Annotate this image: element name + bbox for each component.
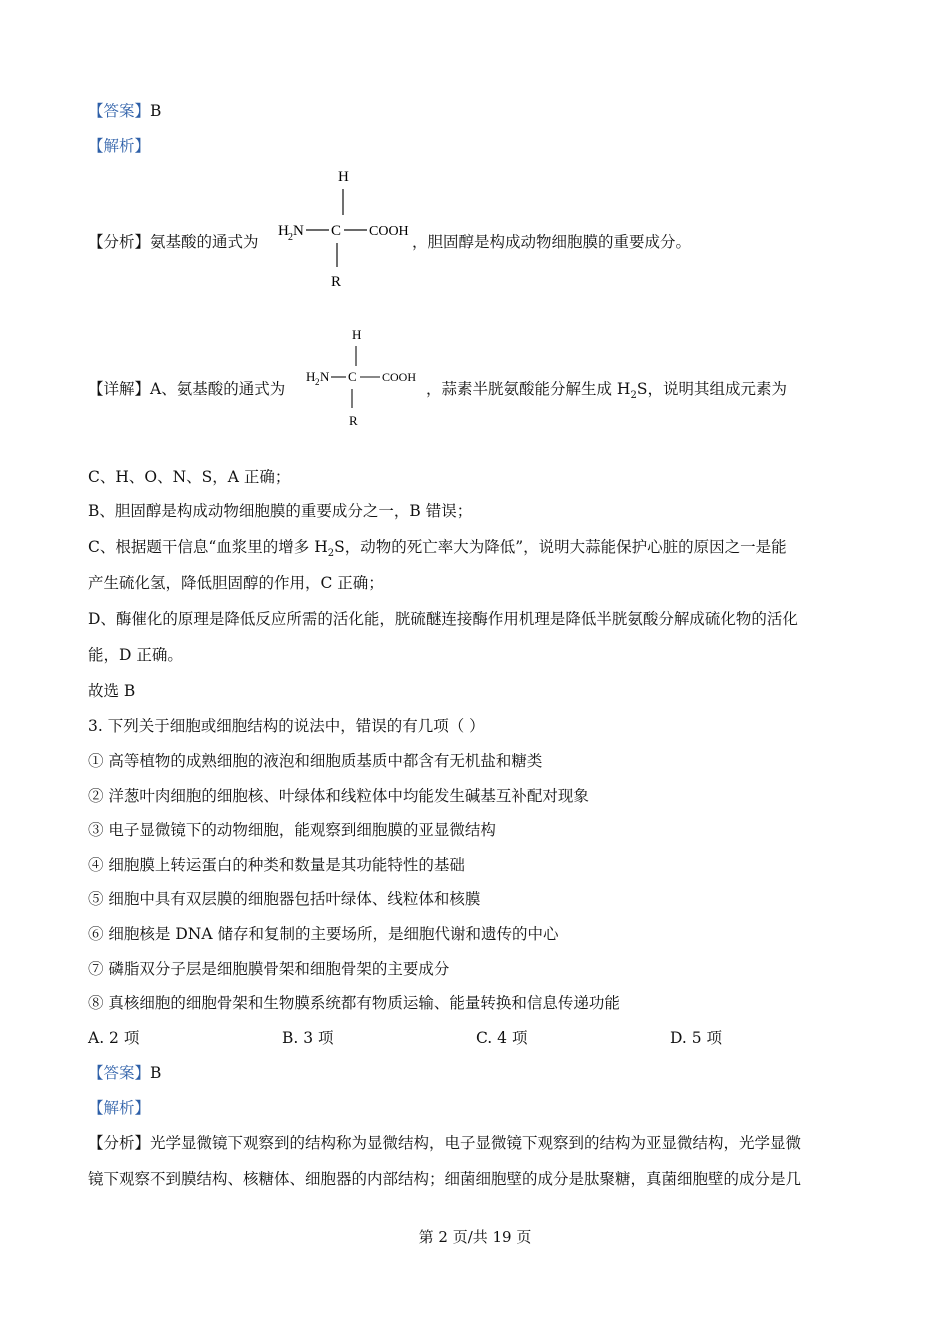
option-b: B. 3 项 (282, 1029, 334, 1047)
detail-line-b: B、胆固醇是构成动物细胞膜的重要成分之一，B 错误； (88, 502, 473, 520)
formula-left-n: N (293, 223, 304, 239)
answer-line (88, 101, 161, 121)
q3-item-2: ② 洋葱叶肉细胞的细胞核、叶绿体和线粒体中均能发生碱基互补配对现象 (88, 787, 589, 805)
h2s-subscript-2: 2 (327, 548, 335, 560)
option-d: D. 5 项 (670, 1029, 723, 1047)
h2s-subscript-1: 2 (630, 390, 637, 402)
xiangjie-text-2b: S，说明其组成元素为 (636, 380, 787, 398)
amino-acid-structure-1 (272, 165, 412, 295)
detail-line-c1a: C、根据题干信息“血浆里的增多 H (88, 538, 328, 556)
q3-item-5: ⑤ 细胞中具有双层膜的细胞器包括叶绿体、线粒体和核膜 (88, 890, 481, 908)
xiangjie-line (88, 379, 285, 399)
formula-right-cooh: COOH (369, 224, 409, 239)
q3-item-8: ⑧ 真核细胞的细胞骨架和生物膜系统都有物质运输、能量转换和信息传递功能 (88, 994, 620, 1012)
amino-acid-structure-2 (300, 322, 425, 434)
q3-answer-value: B (150, 1064, 162, 1082)
formula2-left-sub: 2 (315, 377, 320, 387)
q3-item-7: ⑦ 磷脂双分子层是细胞膜骨架和细胞骨架的主要成分 (88, 960, 450, 978)
conclusion: 故选 B (88, 682, 136, 700)
q3-answer-line (88, 1063, 161, 1083)
xiangjie-tag: 【详解】 (88, 380, 151, 398)
detail-line-c2: 产生硫化氢，降低胆固醇的作用，C 正确； (88, 574, 384, 592)
q3-analysis-tag: 【解析】 (88, 1099, 151, 1117)
formula2-bottom-r: R (349, 413, 358, 428)
q3-fenxi-text-1: 光学显微镜下观察到的结构称为显微结构，电子显微镜下观察到的结构为亚显微结构，光学显微 (150, 1134, 802, 1152)
q3-item-3: ③ 电子显微镜下的动物细胞，能观察到细胞膜的亚显微结构 (88, 821, 496, 839)
fenxi-tag: 【分析】 (88, 233, 151, 251)
xiangjie-text-1: A、氨基酸的通式为 (150, 380, 286, 398)
detail-line-c1b: S，动物的死亡率大为降低”，说明大蒜能保护心脏的原因之一是能 (334, 538, 787, 556)
option-a: A. 2 项 (88, 1029, 140, 1047)
xiangjie-text-2a: ，蒜素半胱氨酸能分解生成 H (426, 380, 631, 398)
q3-stem: 3. 下列关于细胞或细胞结构的说法中，错误的有几项（ ） (88, 717, 485, 735)
formula2-left-h: H (306, 369, 316, 384)
answer-value: B (150, 102, 162, 120)
page-footer: 第 2 页/共 19 页 (418, 1228, 532, 1246)
analysis-heading (88, 136, 150, 156)
analysis-tag: 【解析】 (88, 137, 151, 155)
formula-left-h: H (278, 223, 289, 239)
fenxi-line-rest (412, 232, 691, 252)
formula2-top-h: H (352, 327, 362, 342)
detail-line-d2: 能，D 正确。 (88, 646, 183, 664)
detail-line-d1: D、酶催化的原理是降低反应所需的活化能，胱硫醚连接酶作用机理是降低半胱氨酸分解成硫化物的活化 (88, 610, 798, 628)
q3-fenxi-line-2: 镜下观察不到膜结构、核糖体、细胞器的内部结构；细菌细胞壁的成分是肽聚糖，真菌细胞壁的成分是几 (88, 1170, 802, 1188)
option-c: C. 4 项 (476, 1029, 528, 1047)
q3-fenxi-line-1 (88, 1133, 801, 1153)
answer-tag: 【答案】 (88, 102, 151, 120)
formula-left-sub: 2 (288, 232, 293, 243)
q3-fenxi-tag: 【分析】 (88, 1134, 151, 1152)
formula-top-h: H (338, 169, 349, 185)
formula-center-c: C (331, 223, 342, 239)
q3-item-4: ④ 细胞膜上转运蛋白的种类和数量是其功能特性的基础 (88, 856, 465, 874)
formula-bottom-r: R (331, 274, 342, 290)
q3-analysis-heading (88, 1098, 150, 1118)
q3-item-6: ⑥ 细胞核是 DNA 储存和复制的主要场所，是细胞代谢和遗传的中心 (88, 925, 559, 943)
detail-line-c1 (88, 537, 787, 564)
formula2-right-cooh: COOH (382, 370, 417, 384)
formula2-left-n: N (320, 369, 330, 384)
fenxi-line (88, 232, 259, 252)
formula2-center-c: C (348, 369, 357, 384)
fenxi-text-2: ，胆固醇是构成动物细胞膜的重要成分。 (412, 233, 692, 251)
xiangjie-line-rest (426, 379, 787, 406)
detail-line-a: C、H、O、N、S，A 正确； (88, 468, 291, 486)
fenxi-text-1: 氨基酸的通式为 (150, 233, 259, 251)
q3-item-1: ① 高等植物的成熟细胞的液泡和细胞质基质中都含有无机盐和糖类 (88, 752, 543, 770)
q3-answer-tag: 【答案】 (88, 1064, 151, 1082)
